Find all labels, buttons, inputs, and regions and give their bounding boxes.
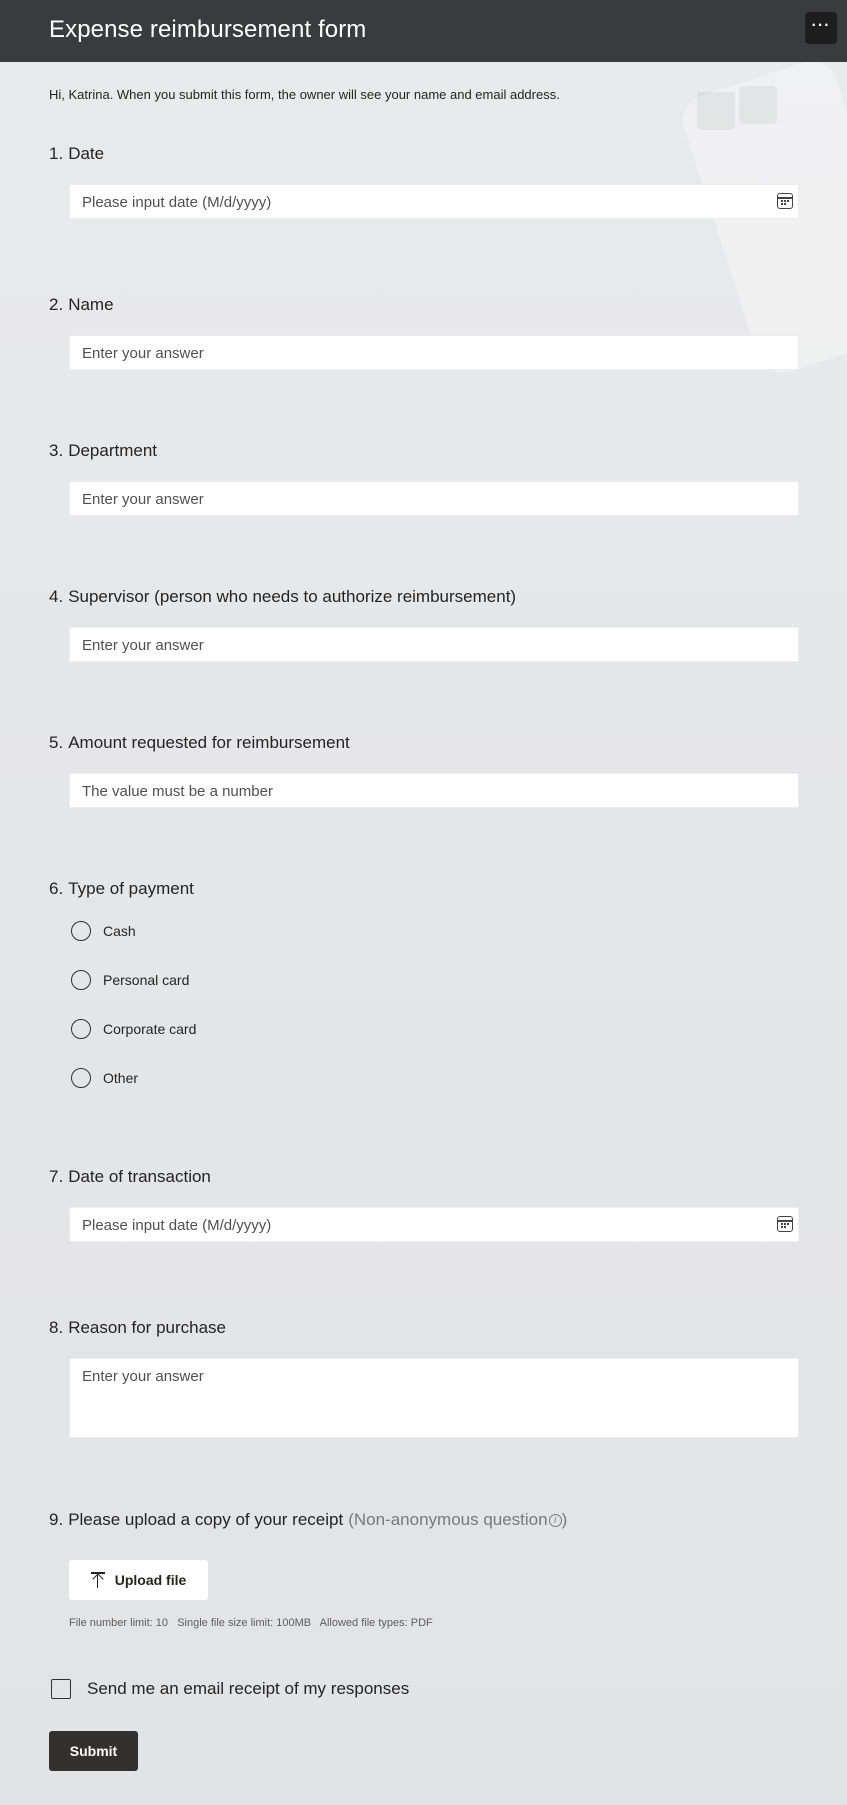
- non-anonymous-note-end: ): [561, 1510, 568, 1529]
- question-number: 4.: [49, 587, 64, 606]
- radio-option-personal-card[interactable]: [71, 969, 189, 991]
- question-label: Amount requested for reimbursement: [68, 733, 350, 752]
- question-label: Department: [68, 441, 158, 460]
- non-anonymous-note: [348, 1510, 567, 1530]
- email-receipt-label: Send me an email receipt of my responses: [87, 1679, 410, 1698]
- question-title: [49, 587, 799, 607]
- question-label: Date of transaction: [68, 1167, 211, 1186]
- transaction-date-input[interactable]: [69, 1207, 799, 1242]
- question-number: 7.: [49, 1167, 64, 1186]
- email-receipt-checkbox[interactable]: [51, 1679, 71, 1699]
- radio-label: Corporate card: [103, 1021, 197, 1037]
- question-reason: [49, 1318, 799, 1385]
- question-transaction-date: [49, 1167, 799, 1234]
- question-title: [49, 879, 799, 899]
- question-label: Reason for purchase: [68, 1318, 227, 1337]
- radio-button[interactable]: [71, 921, 91, 941]
- question-label: Date: [68, 144, 105, 163]
- question-date: [49, 144, 799, 211]
- background-key-shape: [697, 92, 735, 130]
- question-number: 2.: [49, 295, 64, 314]
- date-placeholder: Please input date (M/d/yyyy): [82, 1217, 272, 1234]
- question-payment-type: [49, 879, 799, 1086]
- question-title: [49, 144, 799, 164]
- question-supervisor: [49, 587, 799, 654]
- department-input[interactable]: Enter your answer: [69, 481, 799, 516]
- calendar-icon[interactable]: [777, 1216, 793, 1232]
- form-title: Expense reimbursement form: [49, 16, 367, 43]
- date-input[interactable]: [69, 184, 799, 219]
- question-name: [49, 295, 799, 362]
- email-receipt-option[interactable]: [51, 1679, 409, 1699]
- question-title: [49, 295, 799, 315]
- question-label: Type of payment: [68, 879, 194, 898]
- supervisor-input[interactable]: Enter your answer: [69, 627, 799, 662]
- radio-label: Cash: [103, 923, 136, 939]
- question-number: 9.: [49, 1510, 64, 1529]
- upload-limits-text: File number limit: 10 Single file size limit: 100MB Allowed file types: PDF: [69, 1617, 433, 1629]
- radio-button[interactable]: [71, 1068, 91, 1088]
- question-label: Name: [68, 295, 114, 314]
- question-number: 3.: [49, 441, 64, 460]
- non-anonymous-note-text: (Non-anonymous question: [348, 1510, 548, 1529]
- form-header: [0, 0, 847, 62]
- info-icon[interactable]: i: [549, 1514, 562, 1527]
- question-amount: [49, 733, 799, 800]
- question-receipt-upload: [49, 1510, 799, 1629]
- date-placeholder: Please input date (M/d/yyyy): [82, 194, 272, 211]
- amount-input[interactable]: The value must be a number: [69, 773, 799, 808]
- radio-button[interactable]: [71, 1019, 91, 1039]
- upload-file-button[interactable]: [69, 1560, 208, 1600]
- question-number: 6.: [49, 879, 64, 898]
- question-title: [49, 1167, 799, 1187]
- upload-button-label: Upload file: [114, 1572, 187, 1588]
- background-key-shape: [739, 86, 777, 124]
- calendar-icon[interactable]: [777, 193, 793, 209]
- question-number: 8.: [49, 1318, 64, 1337]
- radio-option-corporate-card[interactable]: [71, 1018, 196, 1040]
- reason-textarea[interactable]: Enter your answer: [69, 1358, 799, 1438]
- name-input[interactable]: Enter your answer: [69, 335, 799, 370]
- upload-icon: [91, 1572, 105, 1588]
- question-title: [49, 1510, 799, 1530]
- more-options-button[interactable]: ···: [805, 12, 837, 44]
- radio-label: Other: [103, 1070, 139, 1086]
- question-label: Supervisor (person who needs to authorize reimbursement): [68, 587, 517, 606]
- question-number: 5.: [49, 733, 64, 752]
- question-department: [49, 441, 799, 508]
- question-title: [49, 1318, 799, 1338]
- background-device-shape: [677, 62, 847, 380]
- radio-label: Personal card: [103, 972, 190, 988]
- question-number: 1.: [49, 144, 64, 163]
- radio-option-other[interactable]: [71, 1067, 138, 1089]
- radio-option-cash[interactable]: [71, 920, 136, 942]
- submit-button[interactable]: Submit: [49, 1731, 138, 1771]
- question-title: [49, 441, 799, 461]
- question-label: Please upload a copy of your receipt: [68, 1510, 344, 1529]
- radio-button[interactable]: [71, 970, 91, 990]
- question-title: [49, 733, 799, 753]
- greeting-text: Hi, Katrina. When you submit this form, the owner will see your name and email address.: [49, 87, 560, 102]
